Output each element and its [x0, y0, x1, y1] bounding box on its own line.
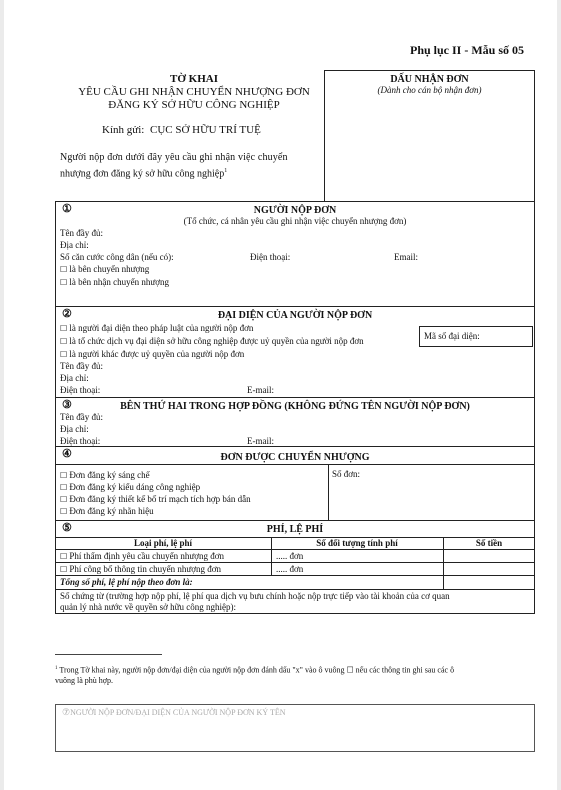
- form-title: TỜ KHAI: [170, 73, 218, 85]
- recipient: CỤC SỞ HỮU TRÍ TUỆ: [150, 124, 261, 136]
- footnote-text: $^1$ Trong Tờ khai này, người nộp đơn/đại diện của người nộp đơn đánh dấu "x" vào ô vuông ☐ nếu các thông tin ghi sau các ô: [55, 665, 455, 675]
- checkbox-icon[interactable]: ☐: [60, 552, 68, 561]
- rep-option-other[interactable]: ☐ là người khác được uỷ quyền của người nộp đơn: [60, 349, 245, 359]
- checkbox-icon[interactable]: ☐: [60, 265, 68, 274]
- section-2-number: ②: [62, 308, 72, 320]
- receipt-number-line1[interactable]: Số chứng từ (trường hợp nộp phí, lệ phí qua dịch vụ bưu chính hoặc nộp trực tiếp vào tài khoản của cơ quan: [60, 591, 450, 601]
- applicant-email-label[interactable]: Email:: [394, 252, 418, 262]
- section-3-number: ③: [62, 399, 72, 411]
- checkbox-icon[interactable]: ☐: [60, 337, 68, 346]
- fees-header-bottom: [55, 549, 535, 550]
- rep-option-legal[interactable]: ☐ là người đại diện theo pháp luật của người nộp đơn: [60, 323, 254, 333]
- footnote-text-line2: vuông là phù hợp.: [55, 676, 114, 685]
- rep-address-label[interactable]: Địa chỉ:: [60, 373, 89, 383]
- section-3-title: BÊN THỨ HAI TRONG HỢP ĐỒNG (KHÔNG ĐỨNG TÊN NGƯỜI NỘP ĐƠN): [120, 401, 470, 412]
- rep-email-label[interactable]: E-mail:: [247, 385, 274, 395]
- intro-line2: nhượng đơn đăng ký sở hữu công nghiệp$^1$: [60, 168, 228, 180]
- section-5-number: ⑤: [62, 522, 72, 534]
- form-title-line3: ĐĂNG KÝ SỞ HỮU CÔNG NGHIỆP: [108, 99, 280, 111]
- form-page: [4, 0, 557, 790]
- section-1-number: ①: [62, 203, 72, 215]
- checkbox-icon[interactable]: ☐: [60, 507, 68, 516]
- app-type-trademark[interactable]: ☐ Đơn đăng ký nhãn hiệu: [60, 506, 154, 516]
- application-number-label[interactable]: Số đơn:: [332, 469, 361, 479]
- applicant-name-label[interactable]: Tên đầy đủ:: [60, 228, 103, 238]
- stamp-box-title: DẤU NHẬN ĐƠN: [390, 74, 469, 85]
- fee-row-publication-count[interactable]: ..... đơn: [276, 564, 304, 574]
- section-1-subtitle: (Tổ chức, cá nhân yêu cầu ghi nhận việc chuyển nhượng đơn): [183, 216, 407, 226]
- recipient-label: Kính gửi:: [102, 124, 145, 136]
- app-type-design[interactable]: ☐ Đơn đăng ký kiểu dáng công nghiệp: [60, 482, 201, 492]
- fees-col-amount: Số tiền: [475, 538, 503, 548]
- rep-phone-label[interactable]: Điện thoại:: [60, 385, 101, 395]
- fee-row-examination[interactable]: ☐ Phí thẩm định yêu cầu chuyển nhượng đơn: [60, 551, 225, 561]
- section-4-divider: [55, 464, 535, 465]
- checkbox-icon[interactable]: ☐: [60, 565, 68, 574]
- checkbox-icon[interactable]: ☐: [60, 483, 68, 492]
- fees-total-label: Tổng số phí, lệ phí nộp theo đơn là:: [60, 577, 193, 587]
- party-phone-label[interactable]: Điện thoại:: [60, 436, 101, 446]
- rep-name-label[interactable]: Tên đầy đủ:: [60, 361, 103, 371]
- stamp-box-subtitle: (Dành cho cán bộ nhận đơn): [377, 85, 482, 95]
- checkbox-icon[interactable]: ☐: [60, 495, 68, 504]
- checkbox-icon[interactable]: ☐: [60, 324, 68, 333]
- section-1-title: NGƯỜI NỘP ĐƠN: [253, 205, 337, 216]
- footnote-separator: [55, 654, 162, 655]
- app-type-patent[interactable]: ☐ Đơn đăng ký sáng chế: [60, 470, 150, 480]
- fee-row-examination-count[interactable]: ..... đơn: [276, 551, 304, 561]
- section-5-title: PHÍ, LỆ PHÍ: [266, 524, 324, 535]
- option-transferor[interactable]: ☐ là bên chuyển nhượng: [60, 264, 150, 274]
- option-transferee[interactable]: ☐ là bên nhận chuyển nhượng: [60, 277, 170, 287]
- applicant-id-label[interactable]: Số căn cước công dân (nếu có):: [60, 252, 174, 262]
- fees-col-type: Loại phí, lệ phí: [133, 538, 193, 548]
- fees-total-top: [55, 575, 535, 576]
- applicant-phone-label[interactable]: Điện thoại:: [250, 252, 291, 262]
- section-4-number: ④: [62, 448, 72, 460]
- checkbox-icon[interactable]: ☐: [60, 471, 68, 480]
- section-2-title: ĐẠI DIỆN CỦA NGƯỜI NỘP ĐƠN: [217, 310, 373, 321]
- checkbox-icon[interactable]: ☐: [60, 350, 68, 359]
- fees-row-divider: [55, 562, 535, 563]
- rep-option-ip-agency[interactable]: ☐ là tổ chức dịch vụ đại diện sở hữu công nghiệp được uỷ quyền của người nộp đơn: [60, 336, 364, 346]
- agent-code-label: Mã số đại diện:: [424, 331, 480, 341]
- applicant-address-label[interactable]: Địa chỉ:: [60, 240, 89, 250]
- checkbox-icon[interactable]: ☐: [60, 278, 68, 287]
- signature-title: ⑦NGƯỜI NỘP ĐƠN/ĐẠI DIỆN CỦA NGƯỜI NỘP ĐƠN KÝ TÊN: [62, 707, 286, 717]
- fee-row-publication[interactable]: ☐ Phí công bố thông tin chuyển nhượng đơn: [60, 564, 222, 574]
- footnote-ref: 1: [224, 168, 228, 174]
- form-title-line2: YÊU CẦU GHI NHẬN CHUYỂN NHƯỢNG ĐƠN: [78, 86, 310, 98]
- app-type-layout-design[interactable]: ☐ Đơn đăng ký thiết kế bố trí mạch tích hợp bán dẫn: [60, 494, 251, 504]
- section-4-title: ĐƠN ĐƯỢC CHUYỂN NHƯỢNG: [220, 452, 370, 463]
- fees-col-count: Số đối tượng tính phí: [316, 538, 398, 548]
- party-email-label[interactable]: E-mail:: [247, 436, 274, 446]
- fees-total-bottom: [55, 589, 535, 590]
- party-address-label[interactable]: Địa chỉ:: [60, 424, 89, 434]
- receipt-number-line2[interactable]: quản lý nhà nước về quyền sở hữu công nghiệp):: [60, 602, 236, 612]
- appendix-label: Phụ lục II - Mẫu số 05: [410, 43, 525, 57]
- section-7-number: ⑦: [62, 707, 71, 717]
- intro-line1: Người nộp đơn dưới đây yêu cầu ghi nhận việc chuyển: [60, 152, 288, 163]
- party-name-label[interactable]: Tên đầy đủ:: [60, 412, 103, 422]
- section-4-column-divider: [328, 464, 329, 521]
